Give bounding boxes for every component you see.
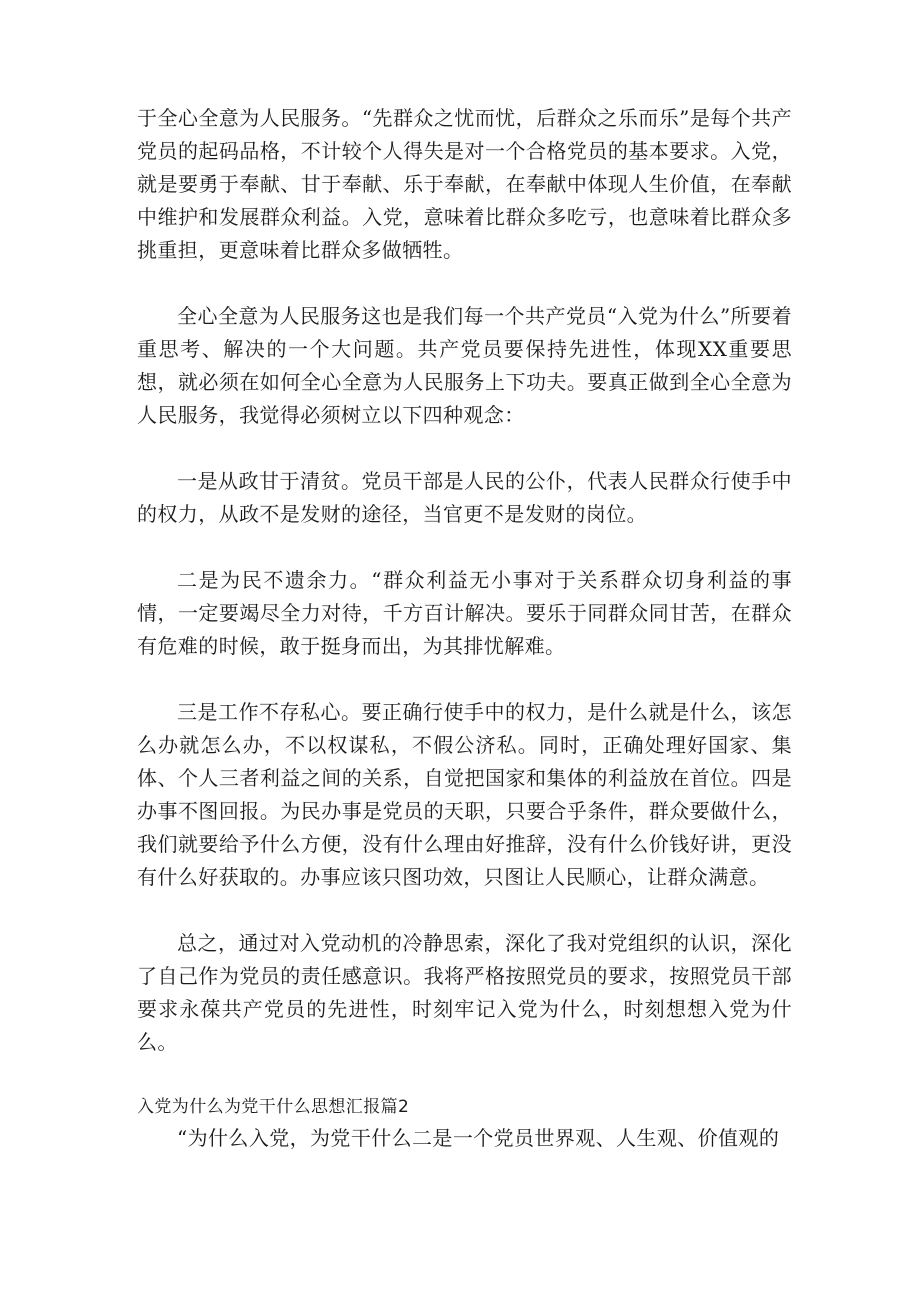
section-heading: 入党为什么为党干什么思想汇报篇2	[137, 1097, 410, 1117]
paragraph-gap	[137, 531, 792, 564]
paragraph-gap	[137, 267, 792, 300]
paragraph-7: “为什么入党，为党干什么二是一个党员世界观、人生观、价值观的	[177, 1126, 780, 1150]
paragraph-4: 二是为民不遗余力。“群众利益无小事对于关系群众切身利益的事情，一定要竭尽全力对待，千方百计解决。要乐于同群众同甘苦，在群众有危难的时候，敢于挺身而出，为其排忧解难。	[137, 568, 792, 658]
paragraph-gap	[137, 1059, 792, 1092]
paragraph-gap	[137, 894, 792, 927]
paragraph-gap	[137, 663, 792, 696]
document-body	[137, 102, 792, 1155]
paragraph-5: 三是工作不存私心。要正确行使手中的权力，是什么就是什么，该怎么办就怎么办，不以权谋私，不假公济私。同时，正确处理好国家、集体、个人三者利益之间的关系，自觉把国家和集体的利益放在首位。四是办事不图回报。为民办事是党员的天职，只要合乎条件，群众要做什么，我们就要给予什么方便，没有什么理由好推辞，没有什么价钱好讲，更没有什么好获取的。办事应该只图功效，只图让人民顺心，让群众满意。	[137, 700, 792, 889]
paragraph-6: 总之，通过对入党动机的冷静思索，深化了我对党组织的认识，深化了自己作为党员的责任感意识。我将严格按照党员的要求，按照党员干部要求永葆共产党员的先进性，时刻牢记入党为什么，时刻想想入党为什么。	[137, 931, 792, 1054]
paragraph-3: 一是从政甘于清贫。党员干部是人民的公仆，代表人民群众行使手中的权力，从政不是发财的途径，当官更不是发财的岗位。	[137, 469, 792, 526]
paragraph-1: 于全心全意为人民服务。“先群众之忧而忧，后群众之乐而乐”是每个共产党员的起码品格，不计较个人得失是对一个合格党员的基本要求。入党，就是要勇于奉献、甘于奉献、乐于奉献，在奉献中体现人生价值，在奉献中维护和发展群众利益。入党，意味着比群众多吃亏，也意味着比群众多挑重担，更意味着比群众多做牺牲。	[137, 106, 792, 262]
paragraph-2: 全心全意为人民服务这也是我们每一个共产党员“入党为什么”所要着重思考、解决的一个大问题。共产党员要保持先进性，体现XX重要思想，就必须在如何全心全意为人民服务上下功夫。要真正做到全心全意为人民服务，我觉得必须树立以下四种观念：	[137, 304, 792, 427]
paragraph-gap	[137, 432, 792, 465]
